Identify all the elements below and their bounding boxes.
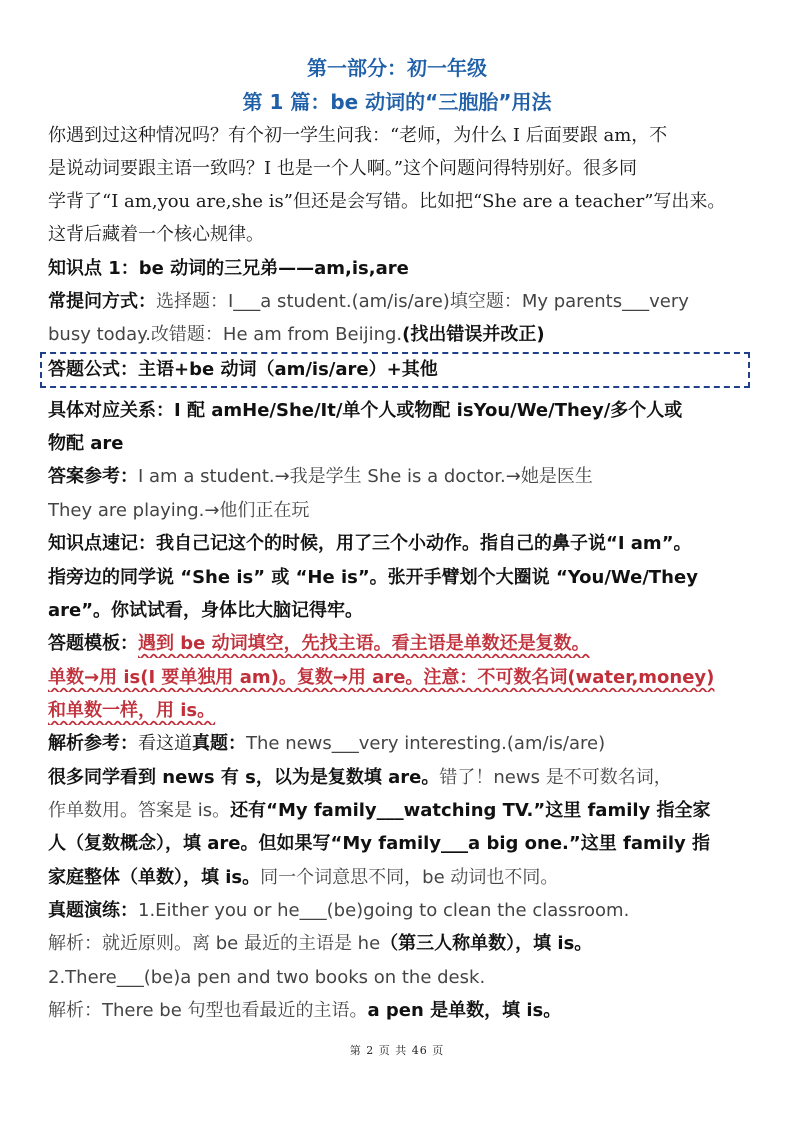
exercise-solution-1 bbox=[48, 930, 758, 958]
ask-label: 常提问方式： bbox=[48, 291, 156, 312]
ask-line-2 bbox=[48, 321, 758, 349]
analysis-text-2b: 错了！news 是不可数名词， bbox=[439, 767, 672, 788]
memo-line-2: 指旁边的同学说 “She is” 或 “He is”。张开手臂划个大圈说 “You/We/They bbox=[48, 567, 698, 588]
analysis-line-1 bbox=[48, 730, 758, 758]
exercise-solution-1b: （第三人称单数），填 is。 bbox=[380, 933, 593, 954]
memo-line-1: 知识点速记：我自己记这个的时候，用了三个小动作。指自己的鼻子说“I am”。 bbox=[48, 533, 692, 554]
answer-line-2: They are playing.→他们正在玩 bbox=[48, 500, 310, 521]
analysis-line-4: 人（复数概念），填 are。但如果写“My family___a big one.”这里 family 指 bbox=[48, 833, 711, 854]
exercise-line-1 bbox=[48, 897, 758, 925]
answer-label: 答案参考： bbox=[48, 466, 138, 487]
correspondence-line-1 bbox=[48, 397, 758, 425]
intro-line-4: 这背后藏着一个核心规律。 bbox=[48, 224, 264, 245]
analysis-text-3b: 还有“My family___watching TV.”这里 family 指全家 bbox=[230, 800, 711, 821]
ask-text-2-bold: (找出错误并改正) bbox=[402, 324, 545, 345]
analysis-text-3a: 作单数用。答案是 is。 bbox=[48, 800, 231, 821]
intro-line-1: 你遇到过这种情况吗？有个初一学生问我：“老师，为什么 I 后面要跟 am，不 bbox=[48, 125, 668, 146]
memo-line-3: are”。你试试看，身体比大脑记得牢。 bbox=[48, 600, 364, 621]
exercise-solution-2a: 解析：There be 句型也看最近的主语。 bbox=[48, 1000, 368, 1021]
intro-line-3: 学背了“I am,you are,she is”但还是会写错。比如把“She are a teacher”写出来。 bbox=[48, 191, 726, 212]
template-text-3: 和单数一样，用 is。 bbox=[48, 700, 216, 721]
exercise-line-2: 2.There___(be)a pen and two books on the desk. bbox=[48, 967, 486, 988]
page-footer: 第 2 页 共 46 页 bbox=[349, 1044, 445, 1057]
exercise-solution-2b: a pen 是单数，填 is。 bbox=[367, 1000, 562, 1021]
answer-line-1 bbox=[48, 463, 758, 491]
analysis-text-1c: The news___very interesting.(am/is/are) bbox=[246, 733, 606, 754]
correspondence-text-1: I 配 amHe/She/It/单个人或物配 isYou/We/They/多个人或 bbox=[174, 400, 683, 421]
analysis-text-5a: 家庭整体（单数），填 is。 bbox=[48, 867, 261, 888]
knowledge-point-heading: 知识点 1：be 动词的三兄弟——am,is,are bbox=[48, 258, 409, 279]
template-line-1 bbox=[48, 630, 758, 658]
exercise-label: 真题演练： bbox=[48, 900, 138, 921]
analysis-label: 解析参考： bbox=[48, 733, 138, 754]
part-title: 第一部分：初一年级 bbox=[307, 56, 487, 80]
exercise-solution-2 bbox=[48, 997, 758, 1025]
analysis-text-2a: 很多同学看到 news 有 s，以为是复数填 are。 bbox=[48, 767, 440, 788]
exercise-text-1: 1.Either you or he___(be)going to clean the classroom. bbox=[138, 900, 630, 921]
exercise-solution-1a: 解析：就近原则。离 be 最近的主语是 he bbox=[48, 933, 381, 954]
answer-formula: 答题公式：主语+be 动词（am/is/are）+其他 bbox=[48, 359, 438, 380]
template-line-3 bbox=[48, 697, 758, 725]
template-line-2 bbox=[48, 664, 758, 692]
analysis-line-5 bbox=[48, 864, 758, 892]
analysis-text-1b: 真题： bbox=[192, 733, 246, 754]
correspondence-line-2: 物配 are bbox=[48, 433, 124, 454]
analysis-line-3 bbox=[48, 797, 758, 825]
ask-text-2: busy today.改错题：He am from Beijing. bbox=[48, 324, 403, 345]
chapter-title: 第 1 篇：be 动词的“三胞胎”用法 bbox=[242, 90, 552, 114]
answer-text-1: I am a student.→我是学生 She is a doctor.→她是医生 bbox=[138, 466, 593, 487]
analysis-text-1a: 看这道 bbox=[138, 733, 192, 754]
template-text-2: 单数→用 is(I 要单独用 am)。复数→用 are。注意：不可数名词(water,money) bbox=[48, 667, 715, 688]
ask-text-1: 选择题：I___a student.(am/is/are)填空题：My parents___very bbox=[156, 291, 689, 312]
template-text-1: 遇到 be 动词填空，先找主语。看主语是单数还是复数。 bbox=[138, 633, 590, 654]
template-label: 答题模板： bbox=[48, 633, 138, 654]
analysis-line-2 bbox=[48, 764, 758, 792]
intro-line-2: 是说动词要跟主语一致吗？I 也是一个人啊。”这个问题问得特别好。很多同 bbox=[48, 158, 638, 179]
ask-line-1 bbox=[48, 288, 758, 316]
analysis-text-5b: 同一个词意思不同，be 动词也不同。 bbox=[260, 867, 559, 888]
correspondence-label: 具体对应关系： bbox=[48, 400, 174, 421]
